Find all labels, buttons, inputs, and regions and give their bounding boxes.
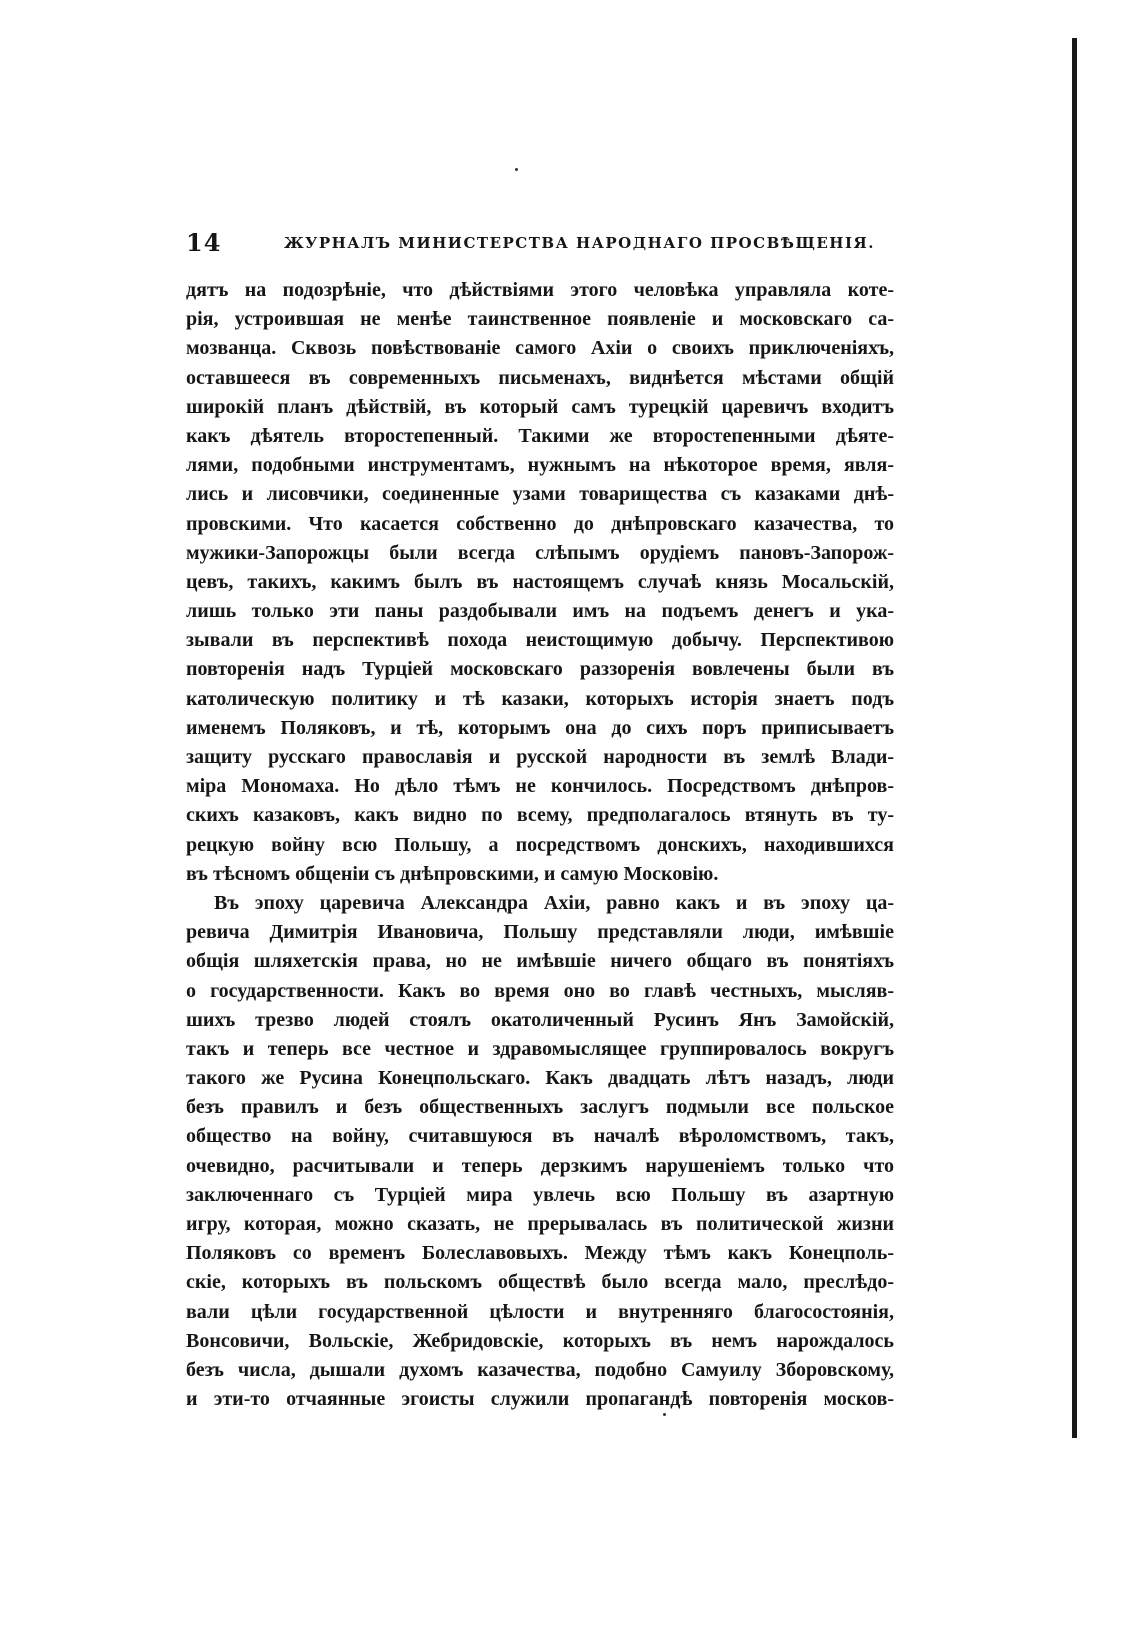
text-line: католическую политику и тѣ казаки, которыхъ исторія знаетъ подъ: [186, 687, 894, 710]
text-line: безъ числа, дышали духомъ казачества, подобно Самуилу Зборовскому,: [186, 1358, 894, 1381]
page-header: [186, 228, 906, 268]
text-line: лись и лисовчики, соединенные узами товарищества съ казаками днѣ-: [186, 483, 894, 506]
text-line: и эти-то отчаянные эгоисты служили пропагандѣ повторенія москов-: [186, 1388, 894, 1411]
text-line: скихъ казаковъ, какъ видно по всему, предполагалось втянуть въ ту-: [186, 804, 894, 827]
text-line: какъ дѣятель второстепенный. Такими же второстепенными дѣяте-: [186, 424, 894, 447]
running-head: ЖУРНАЛЪ МИНИСТЕРСТВА НАРОДНАГО ПРОСВѢЩЕНІЯ.: [284, 234, 875, 252]
text-line: мужики-Запорожцы были всегда слѣпымъ орудіемъ пановъ-Запорож-: [186, 541, 894, 564]
text-line: вали цѣли государственной цѣлости и внутренняго благосостоянія,: [186, 1300, 894, 1323]
text-line: общія шляхетскія права, но не имѣвшіе ничего общаго въ понятіяхъ: [186, 950, 894, 973]
text-line: оставшееся въ современныхъ письменахъ, виднѣется мѣстами общій: [186, 366, 894, 389]
text-line: повторенія надъ Турціей московскаго раззоренія вовлечены были въ: [186, 658, 894, 681]
text-line: именемъ Поляковъ, и тѣ, которымъ она до сихъ поръ приписываетъ: [186, 716, 894, 739]
text-line: зывали въ перспективѣ похода неистощимую добычу. Перспективою: [186, 629, 894, 652]
text-line: очевидно, расчитывали и теперь дерзкимъ нарушеніемъ только что: [186, 1154, 894, 1177]
binding-edge: [1072, 38, 1077, 1438]
paragraph: [186, 276, 894, 889]
text-line: провскими. Что касается собственно до днѣпровскаго казачества, то: [186, 512, 894, 535]
text-line: цевъ, такихъ, какимъ былъ въ настоящемъ случаѣ князь Мосальскій,: [186, 570, 894, 593]
text-line: міра Мономаха. Но дѣло тѣмъ не кончилось. Посредствомъ днѣпров-: [186, 775, 894, 798]
text-line: игру, которая, можно сказать, не прерывалась въ политической жизни: [186, 1213, 894, 1235]
text-line: рецкую войну всю Польшу, а посредствомъ донскихъ, находившихся: [186, 833, 894, 856]
text-line: лями, подобными инструментамъ, нужнымъ на нѣкоторое время, явля-: [186, 454, 894, 477]
text-line: Вонсовичи, Вольскіе, Жебридовскіе, которыхъ въ немъ нарождалось: [186, 1329, 894, 1352]
body-text: [186, 276, 894, 1414]
text-line: Поляковъ со временъ Болеславовыхъ. Между тѣмъ какъ Конецполь-: [186, 1242, 894, 1265]
text-line: шихъ трезво людей стоялъ окатоличенный Русинъ Янъ Замойскій,: [186, 1008, 894, 1031]
text-line: дятъ на подозрѣніе, что дѣйствіями этого человѣка управляла котe-: [186, 279, 894, 301]
text-line: мозванца. Сквозь повѣствованіе самого Ахіи о своихъ приключеніяхъ,: [186, 337, 894, 360]
text-line: Въ эпоху царевича Александра Ахіи, равно какъ и въ эпоху ца-: [214, 891, 894, 914]
text-line: защиту русскаго православія и русской народности въ землѣ Влади-: [186, 746, 894, 768]
text-line: въ тѣсномъ общеніи съ днѣпровскими, и самую Московію.: [186, 862, 719, 885]
scan-speck: [515, 168, 518, 171]
text-line: рія, устроившая не менѣе таинственное появленіе и московскаго са-: [186, 308, 894, 331]
text-line: общество на войну, считавшуюся въ началѣ вѣроломствомъ, такъ,: [186, 1125, 894, 1148]
page-number: 14: [186, 228, 222, 257]
text-line: такого же Русина Конецпольскаго. Какъ двадцать лѣтъ назадъ, люди: [186, 1067, 894, 1090]
text-line: безъ правилъ и безъ общественныхъ заслугъ подмыли все польское: [186, 1096, 894, 1119]
text-line: ревича Димитрія Ивановича, Польшу представляли люди, имѣвшіе: [186, 921, 894, 944]
paragraph: [186, 889, 894, 1414]
text-line: широкій планъ дѣйствій, въ который самъ турецкій царевичъ входитъ: [186, 395, 894, 418]
text-line: такъ и теперь все честное и здравомыслящее группировалось вокругъ: [186, 1037, 894, 1060]
text-line: лишь только эти паны раздобывали имъ на подъемъ денегъ и ука-: [186, 600, 894, 623]
text-line: заключеннаго съ Турціей мира увлечь всю Польшу въ азартную: [186, 1183, 894, 1206]
text-line: скіе, которыхъ въ польскомъ обществѣ было всегда мало, преслѣдо-: [186, 1271, 894, 1294]
text-line: о государственности. Какъ во время оно во главѣ честныхъ, мысляв-: [186, 979, 894, 1002]
